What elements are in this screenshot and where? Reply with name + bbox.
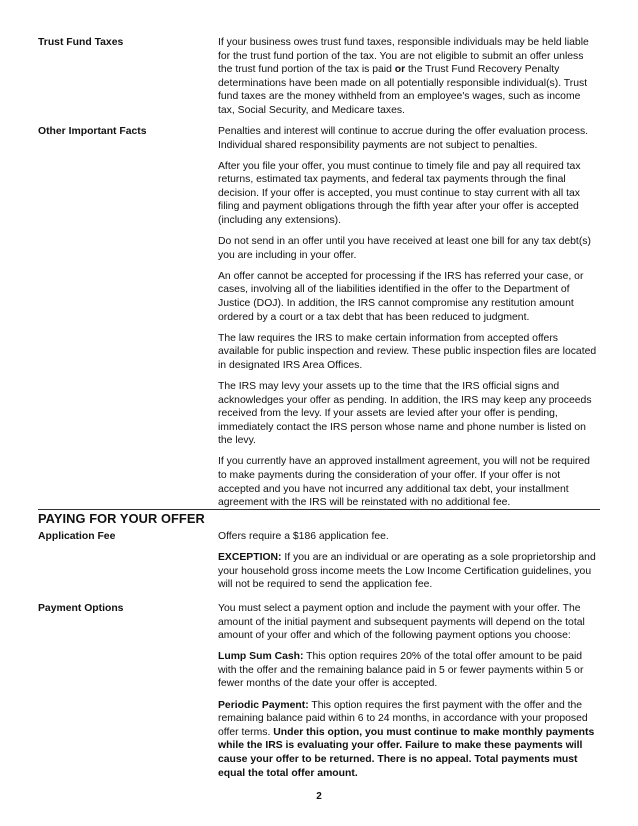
other-facts-paragraph-1: Penalties and interest will continue to accrue during the offer evaluation process. Individual shared responsibility payments are not subject to penalties. — [218, 126, 589, 151]
payment-options-paragraph: You must select a payment option and include the payment with your offer. The amount of the initial payment and subsequent payments will depend on the total amount of your offer and which of the following payment options you choose: — [218, 603, 585, 642]
page-number: 2 — [316, 791, 322, 802]
lump-sum-label: Lump Sum Cash: — [218, 651, 304, 663]
application-fee-label: Application Fee — [38, 531, 116, 542]
text-span: If your business owes trust fund taxes, responsible individuals may be held liable for the trust fund portion of the tax. You are not eligible to submit an offer unless the trust fund portion of the tax is paid — [218, 37, 589, 76]
other-facts-paragraph-4: An offer cannot be accepted for processing if the IRS has referred your case, or cases, involving all of the liabilities identified in the offer to the Department of Justice (DOJ). In addition, the IRS cannot compromise any restitution amount ordered by a court or a tax debt that has been reduced to judgment. — [218, 270, 584, 323]
trust-fund-label: Trust Fund Taxes — [38, 37, 124, 48]
section-title: PAYING FOR YOUR OFFER — [38, 511, 205, 526]
other-facts-label: Other Important Facts — [38, 126, 147, 137]
text-span: This option requires the first payment with the offer and the remaining balance paid within 6 to 24 months, in accordance with your proposed offer terms. — [218, 699, 588, 738]
periodic-payment-paragraph — [218, 699, 600, 781]
payment-options-label: Payment Options — [38, 603, 124, 614]
lump-sum-paragraph — [218, 650, 600, 691]
text-span: If you are an individual or are operating as a sole proprietorship and your household gross income meets the Low Income Certification guidelines, you will not be required to send the application fee. — [218, 552, 596, 591]
other-facts-paragraph-7: If you currently have an approved installment agreement, you will not be required to make payments during the consideration of your offer. If your offer is not accepted and you have not incurred any additional tax debt, your installment agreement with the IRS will be reinstated with no additional fee. — [218, 456, 590, 509]
trust-fund-paragraph — [218, 36, 600, 118]
section-divider — [38, 509, 600, 510]
periodic-payment-label: Periodic Payment: — [218, 699, 309, 711]
other-facts-paragraph-3: Do not send in an offer until you have received at least one bill for any tax debt(s) you are including in your offer. — [218, 236, 591, 261]
other-facts-body — [218, 125, 600, 517]
text-span: This option requires 20% of the total offer amount to be paid with the offer and the remaining balance paid in 5 or fewer payments within 5 or fewer months of the date your offer is accepted. — [218, 651, 584, 690]
other-facts-paragraph-5: The law requires the IRS to make certain information from accepted offers available for public inspection and review. These public inspection files are located in designated IRS Area Offices. — [218, 332, 597, 371]
emphasis-or: or — [394, 64, 406, 76]
periodic-payment-warning: Under this option, you must continue to make monthly payments while the IRS is evaluating your offer. Failure to make these payments will cause your offer to be returned. There is no appeal. Total payments must equal the total offer amount. — [218, 726, 595, 779]
exception-paragraph — [218, 551, 600, 592]
application-fee-paragraph: Offers require a $186 application fee. — [218, 531, 389, 542]
other-facts-paragraph-6: The IRS may levy your assets up to the time that the IRS official signs and acknowledges your offer as pending. In addition, the IRS may keep any proceeds received from the levy. If your assets are levied after your offer is pending, immediately contact the IRS person whose name and phone number is listed on the levy. — [218, 381, 592, 447]
trust-fund-body — [218, 36, 600, 125]
payment-options-body — [218, 602, 600, 788]
text-span: the Trust Fund Recovery Penalty determinations have been made on all potentially responsible individual(s). Trust fund taxes are the money withheld from an employee's wages, such as income tax, Social Security, and Medicare taxes. — [218, 64, 588, 116]
other-facts-paragraph-2: After you file your offer, you must continue to timely file and pay all required tax returns, estimated tax payments, and federal tax payments through the final decision. If your offer is accepted, you must continue to stay current with all tax filing and payment obligations through the fifth year after your offer is accepted (including any extensions). — [218, 160, 581, 227]
application-fee-body — [218, 530, 600, 599]
exception-label: EXCEPTION: — [218, 552, 282, 564]
